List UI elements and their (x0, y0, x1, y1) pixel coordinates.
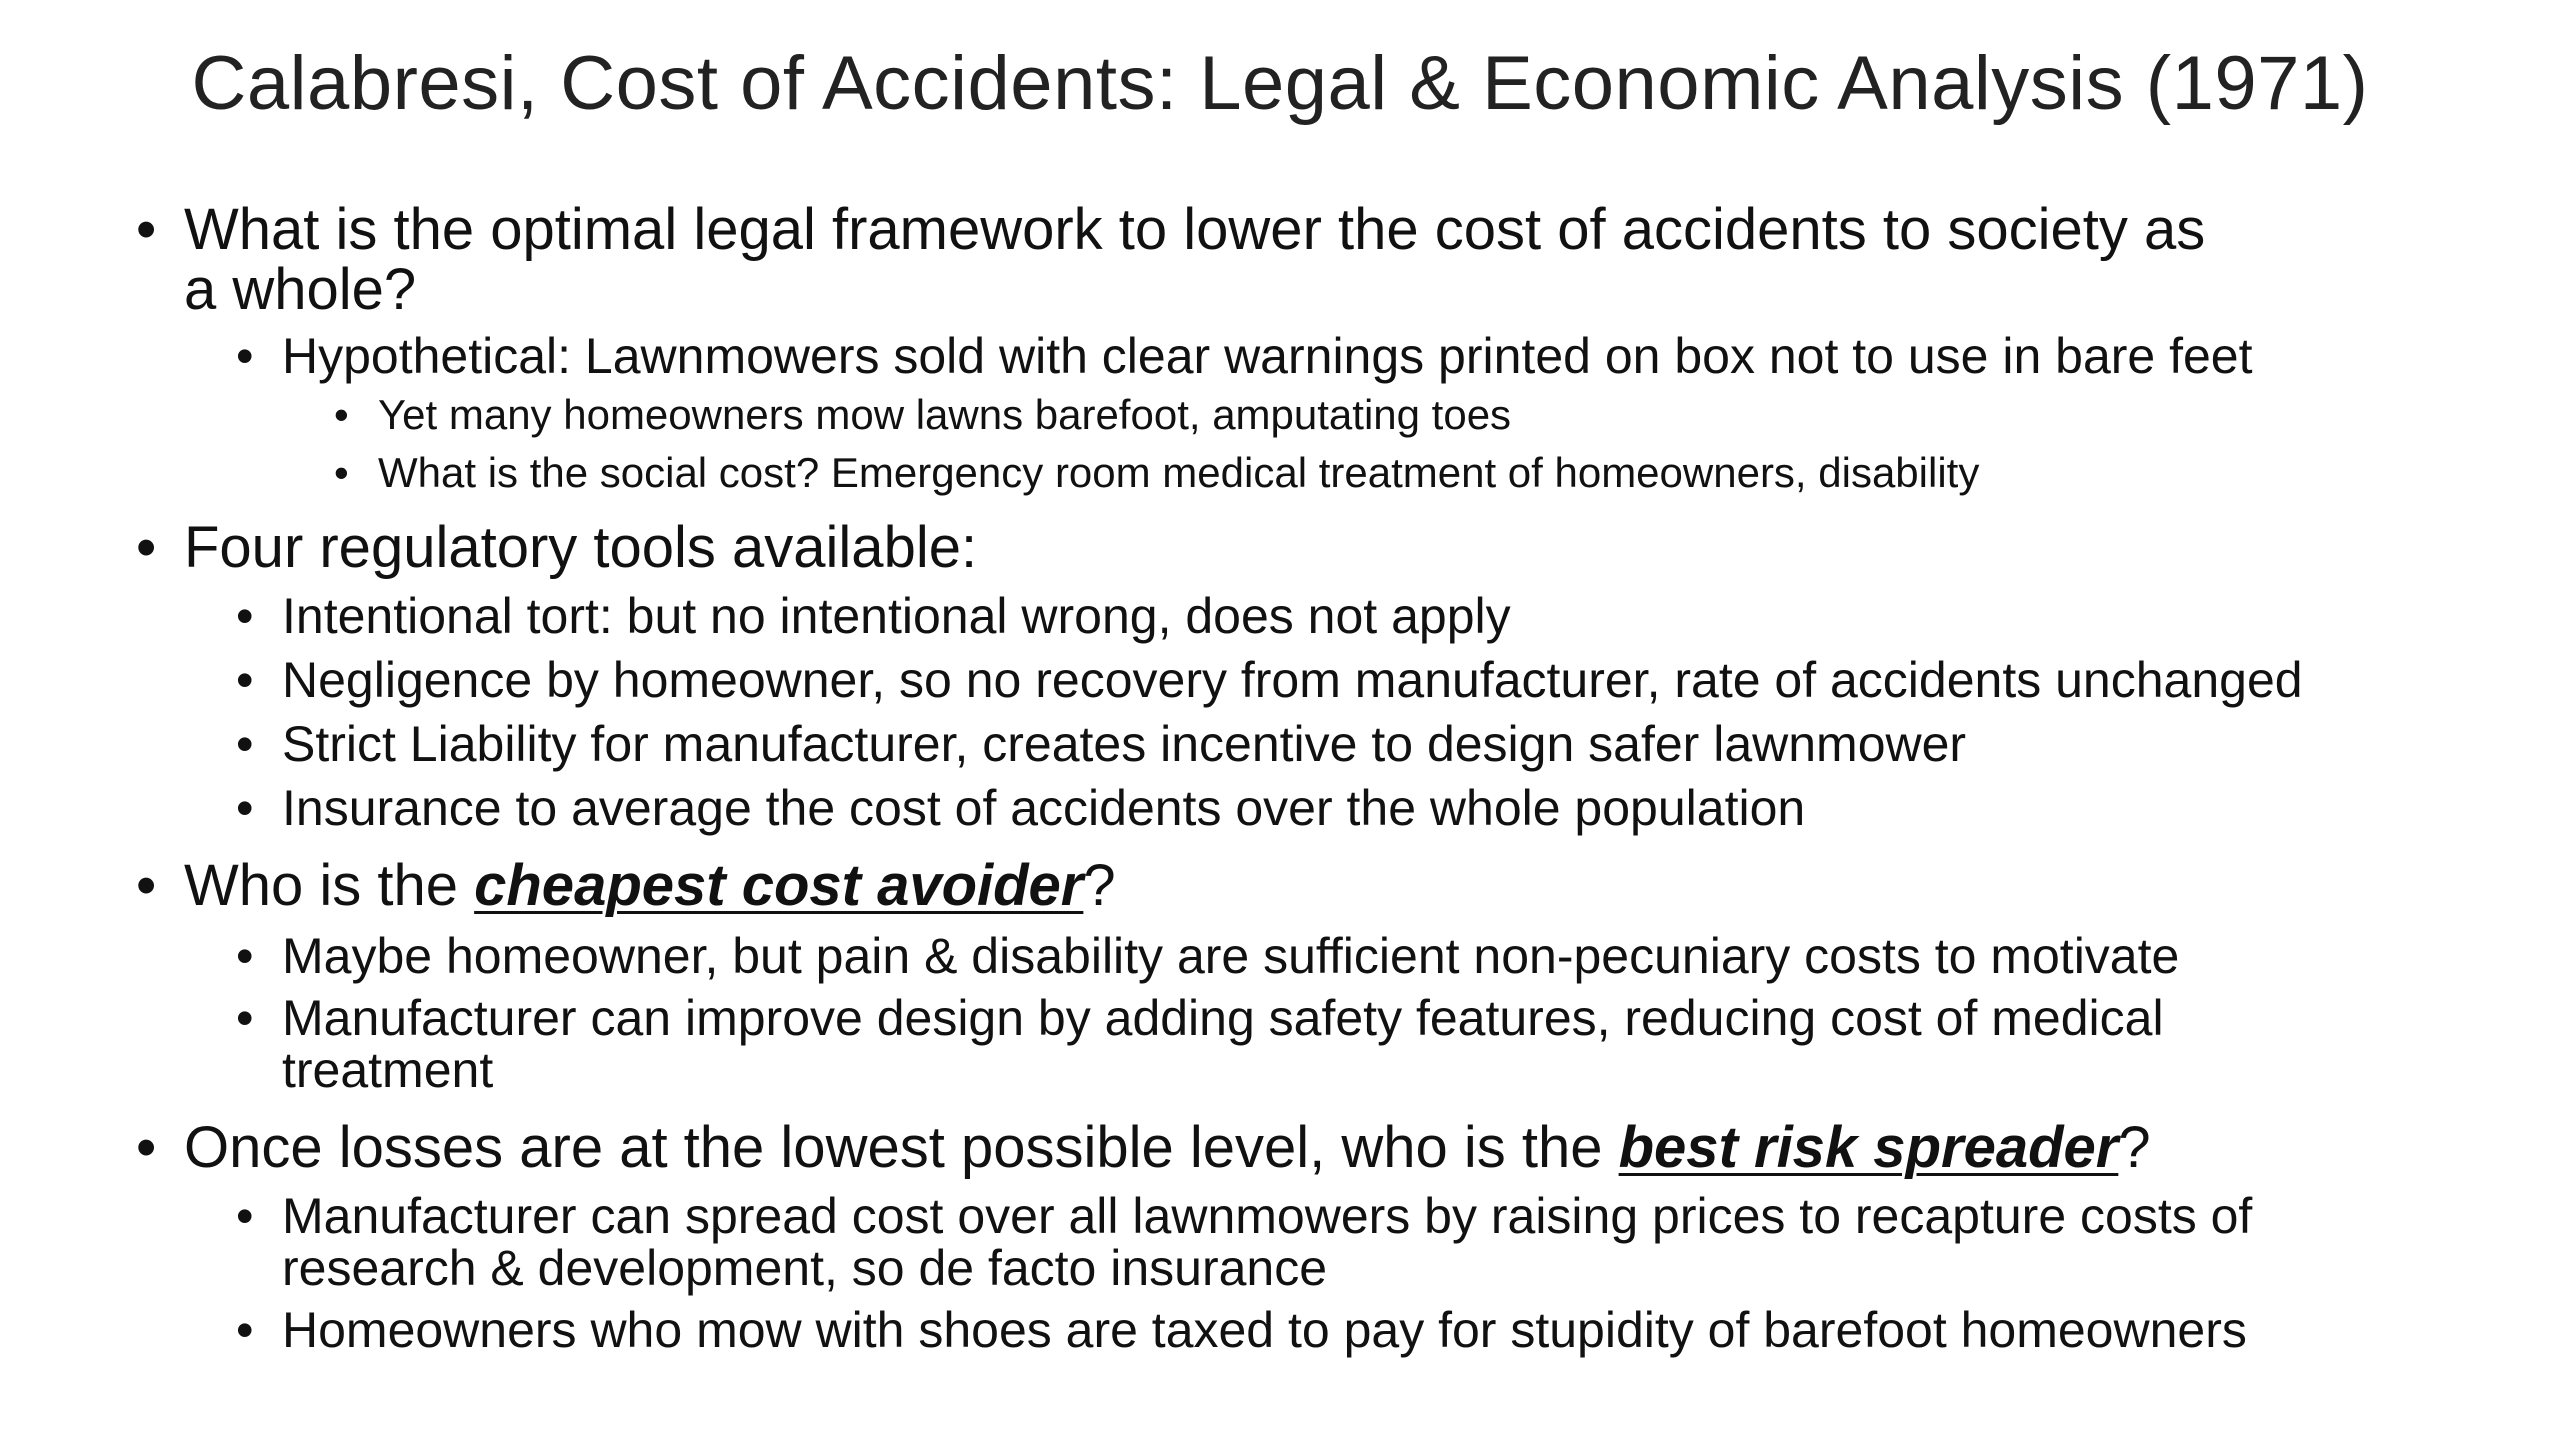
bullet-glyph: • (236, 716, 254, 772)
bullet-level2 (236, 588, 1511, 644)
bullet-text-line: Strict Liability for manufacturer, creates incentive to design safer lawnmower (282, 716, 1967, 772)
bullet-text-line: research & development, so de facto insurance (282, 1240, 1328, 1296)
bullet-text-suffix: ? (1083, 853, 1116, 918)
bullet-glyph: • (236, 780, 254, 836)
bullet-level1 (136, 197, 2206, 322)
emphasis-cheapest-cost-avoider: cheapest cost avoider (474, 853, 1084, 918)
bullet-glyph: • (236, 1188, 254, 1244)
bullet-glyph: • (136, 515, 157, 580)
bullet-text-line: Maybe homeowner, but pain & disability are sufficient non-pecuniary costs to motivate (282, 928, 2180, 984)
bullet-text-line: Manufacturer can spread cost over all lawnmowers by raising prices to recapture costs of (282, 1188, 2253, 1244)
bullet-level2 (236, 780, 1806, 836)
bullet-level2 (236, 716, 1967, 772)
bullet-glyph: • (334, 449, 349, 496)
emphasis-best-risk-spreader: best risk spreader (1618, 1115, 2119, 1180)
bullet-glyph: • (236, 652, 254, 708)
bullet-text-line: Hypothetical: Lawnmowers sold with clear warnings printed on box not to use in bare feet (282, 328, 2253, 384)
bullet-glyph: • (334, 391, 349, 438)
bullet-text-line: Insurance to average the cost of accidents over the whole population (282, 780, 1806, 836)
bullet-level3 (334, 391, 1512, 438)
bullet-glyph: • (236, 990, 254, 1046)
bullet-text-line: Yet many homeowners mow lawns barefoot, amputating toes (378, 391, 1512, 438)
bullet-glyph: • (136, 1115, 157, 1180)
bullet-glyph: • (136, 197, 157, 262)
bullet-glyph: • (236, 328, 254, 384)
bullet-text-line: Four regulatory tools available: (184, 515, 978, 580)
bullet-level1 (136, 515, 978, 580)
bullet-text-line: Negligence by homeowner, so no recovery from manufacturer, rate of accidents unchanged (282, 652, 2303, 708)
bullet-text-line: What is the optimal legal framework to lower the cost of accidents to society as (184, 197, 2206, 262)
bullet-glyph: • (136, 853, 157, 918)
bullet-text-line: a whole? (184, 257, 417, 322)
bullet-level2 (236, 1188, 2253, 1296)
bullet-level2 (236, 1302, 2247, 1358)
bullet-level2 (236, 652, 2303, 708)
bullet-level2 (236, 328, 2253, 384)
bullet-level2 (236, 990, 2164, 1098)
slide-title: Calabresi, Cost of Accidents: Legal & Economic Analysis (1971) (191, 41, 2369, 126)
bullet-text-line: treatment (282, 1042, 494, 1098)
bullet-text-prefix: Once losses are at the lowest possible level, who is the (184, 1115, 1619, 1180)
bullet-level1 (136, 853, 1116, 918)
bullet-glyph: • (236, 1302, 254, 1358)
bullet-text-suffix: ? (2118, 1115, 2151, 1180)
bullet-glyph: • (236, 588, 254, 644)
bullet-glyph: • (236, 928, 254, 984)
bullet-text-line (184, 853, 1116, 918)
bullet-text-prefix: Who is the (184, 853, 475, 918)
bullet-level1 (136, 1115, 2151, 1180)
bullet-text-line: Homeowners who mow with shoes are taxed to pay for stupidity of barefoot homeowners (282, 1302, 2247, 1358)
bullet-text-line: Intentional tort: but no intentional wrong, does not apply (282, 588, 1511, 644)
bullet-text-line: Manufacturer can improve design by adding safety features, reducing cost of medical (282, 990, 2164, 1046)
bullet-level3 (334, 449, 1980, 496)
bullet-text-line: What is the social cost? Emergency room medical treatment of homeowners, disability (378, 449, 1980, 496)
bullet-level2 (236, 928, 2180, 984)
bullet-text-line (184, 1115, 2151, 1180)
